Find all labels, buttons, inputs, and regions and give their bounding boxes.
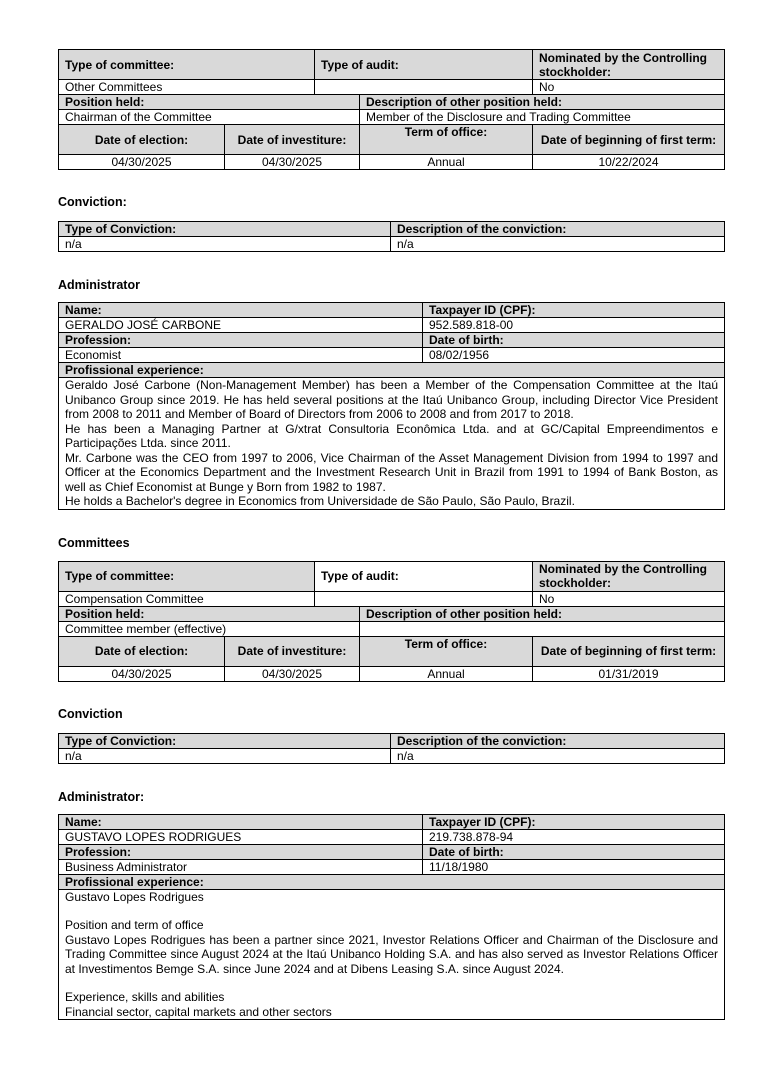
conviction-type-value: n/a xyxy=(59,748,391,763)
experience-label: Profissional experience: xyxy=(59,363,725,378)
committee-table-2 xyxy=(58,561,725,682)
experience-skills-text: Financial sector, capital markets and other sectors xyxy=(65,1004,332,1019)
birth-value: 11/18/1980 xyxy=(423,859,725,874)
experience-position-text: Gustavo Lopes Rodrigues has been a partner since 2021, Investor Relations Officer and Chairman of the Disclosure and Trading Committee since August 2024 at the Itaú Unibanco Holding S.A. and has also served as Investor Relations Officer at Investimentos Bemge S.A. since June 2024 and at Dibens Leasing S.A. since August 2024. xyxy=(65,932,718,976)
committee-type-label: Type of committee: xyxy=(59,50,315,80)
experience-skills-heading: Experience, skills and abilities xyxy=(65,990,225,1004)
audit-type-value xyxy=(315,591,533,606)
experience-label: Profissional experience: xyxy=(59,874,725,889)
administrator-table-2 xyxy=(58,814,725,1021)
birth-label: Date of birth: xyxy=(423,333,725,348)
birth-value: 08/02/1956 xyxy=(423,348,725,363)
conviction-desc-value: n/a xyxy=(391,237,725,252)
experience-paragraph: He has been a Managing Partner at G/xtrat Consultoria Econômica Ltda. and at GC/Capital Empreendimentos e Participações Ltda. since 2011. xyxy=(65,421,718,450)
birth-label: Date of birth: xyxy=(423,844,725,859)
experience-text xyxy=(59,889,725,1020)
administrator-heading-2: Administrator: xyxy=(58,789,145,804)
other-position-value: Member of the Disclosure and Trading Committee xyxy=(360,110,725,125)
audit-type-label: Type of audit: xyxy=(315,50,533,80)
experience-paragraph: Mr. Carbone was the CEO from 1997 to 2006, Vice Chairman of the Asset Management Division from 1994 to 1997 and Officer at the Economics Department and the Investment Research Unit in Brazil from 1991 to 1994 of Bank Boston, as well as Chief Economist at Bunge y Born from 1982 to 1987. xyxy=(65,450,718,494)
conviction-type-label: Type of Conviction: xyxy=(59,222,391,237)
nominated-label: Nominated by the Controlling stockholder: xyxy=(533,50,725,80)
first-term-label: Date of beginning of first term: xyxy=(533,125,725,155)
conviction-table-2 xyxy=(58,733,725,764)
profession-value: Business Administrator xyxy=(59,859,423,874)
experience-text xyxy=(59,378,725,510)
committee-table-1 xyxy=(58,49,725,170)
other-position-value xyxy=(360,621,725,636)
conviction-heading-2: Conviction xyxy=(58,706,123,721)
election-value: 04/30/2025 xyxy=(59,155,225,170)
term-label: Term of office: xyxy=(360,636,533,666)
committees-heading: Committees xyxy=(58,535,130,550)
name-label: Name: xyxy=(59,814,423,829)
administrator-heading-1: Administrator xyxy=(58,278,140,292)
other-position-label: Description of other position held: xyxy=(360,606,725,621)
name-value: GUSTAVO LOPES RODRIGUES xyxy=(59,829,423,844)
cpf-value: 219.738.878-94 xyxy=(423,829,725,844)
first-term-label: Date of beginning of first term: xyxy=(533,636,725,666)
conviction-table-1 xyxy=(58,221,725,252)
election-label: Date of election: xyxy=(59,125,225,155)
name-value: GERALDO JOSÉ CARBONE xyxy=(59,318,423,333)
profession-value: Economist xyxy=(59,348,423,363)
term-value: Annual xyxy=(360,155,533,170)
first-term-value: 01/31/2019 xyxy=(533,666,725,681)
cpf-label: Taxpayer ID (CPF): xyxy=(423,303,725,318)
experience-paragraph: Geraldo José Carbone (Non-Management Member) has been a Member of the Compensation Committee at the Itaú Unibanco Group since 2019. He has held several positions at the Itaú Unibanco Group, including Director Vice President from 2008 to 2011 and Member of Board of Directors from 2006 to 2008 and from 2017 to 2018. xyxy=(65,378,718,421)
profession-label: Profession: xyxy=(59,333,423,348)
experience-paragraph: He holds a Bachelor's degree in Economics from Universidade de São Paulo, São Paulo, Brazil. xyxy=(65,494,575,508)
document-page xyxy=(58,49,724,1020)
investiture-label: Date of investiture: xyxy=(225,125,360,155)
administrator-table-1 xyxy=(58,302,725,510)
investiture-value: 04/30/2025 xyxy=(225,155,360,170)
position-value: Chairman of the Committee xyxy=(59,110,360,125)
term-value: Annual xyxy=(360,666,533,681)
investiture-value: 04/30/2025 xyxy=(225,666,360,681)
committee-type-label: Type of committee: xyxy=(59,561,315,591)
cpf-value: 952.589.818-00 xyxy=(423,318,725,333)
conviction-desc-label: Description of the conviction: xyxy=(391,222,725,237)
conviction-desc-label: Description of the conviction: xyxy=(391,733,725,748)
nominated-value: No xyxy=(533,80,725,95)
audit-type-value xyxy=(315,80,533,95)
election-value: 04/30/2025 xyxy=(59,666,225,681)
conviction-type-value: n/a xyxy=(59,237,391,252)
nominated-label: Nominated by the Controlling stockholder: xyxy=(533,561,725,591)
other-position-label: Description of other position held: xyxy=(360,95,725,110)
name-label: Name: xyxy=(59,303,423,318)
committee-type-value: Compensation Committee xyxy=(59,591,315,606)
position-value: Committee member (effective) xyxy=(59,621,360,636)
experience-position-heading: Position and term of office xyxy=(65,918,204,932)
position-label: Position held: xyxy=(59,606,360,621)
conviction-heading-1: Conviction: xyxy=(58,195,127,209)
conviction-desc-value: n/a xyxy=(391,748,725,763)
conviction-type-label: Type of Conviction: xyxy=(59,733,391,748)
investiture-label: Date of investiture: xyxy=(225,636,360,666)
experience-name: Gustavo Lopes Rodrigues xyxy=(65,889,204,904)
nominated-value: No xyxy=(533,591,725,606)
first-term-value: 10/22/2024 xyxy=(533,155,725,170)
cpf-label: Taxpayer ID (CPF): xyxy=(423,814,725,829)
audit-type-label: Type of audit: xyxy=(315,561,533,591)
profession-label: Profession: xyxy=(59,844,423,859)
position-label: Position held: xyxy=(59,95,360,110)
committee-type-value: Other Committees xyxy=(59,80,315,95)
term-label: Term of office: xyxy=(360,125,533,155)
election-label: Date of election: xyxy=(59,636,225,666)
